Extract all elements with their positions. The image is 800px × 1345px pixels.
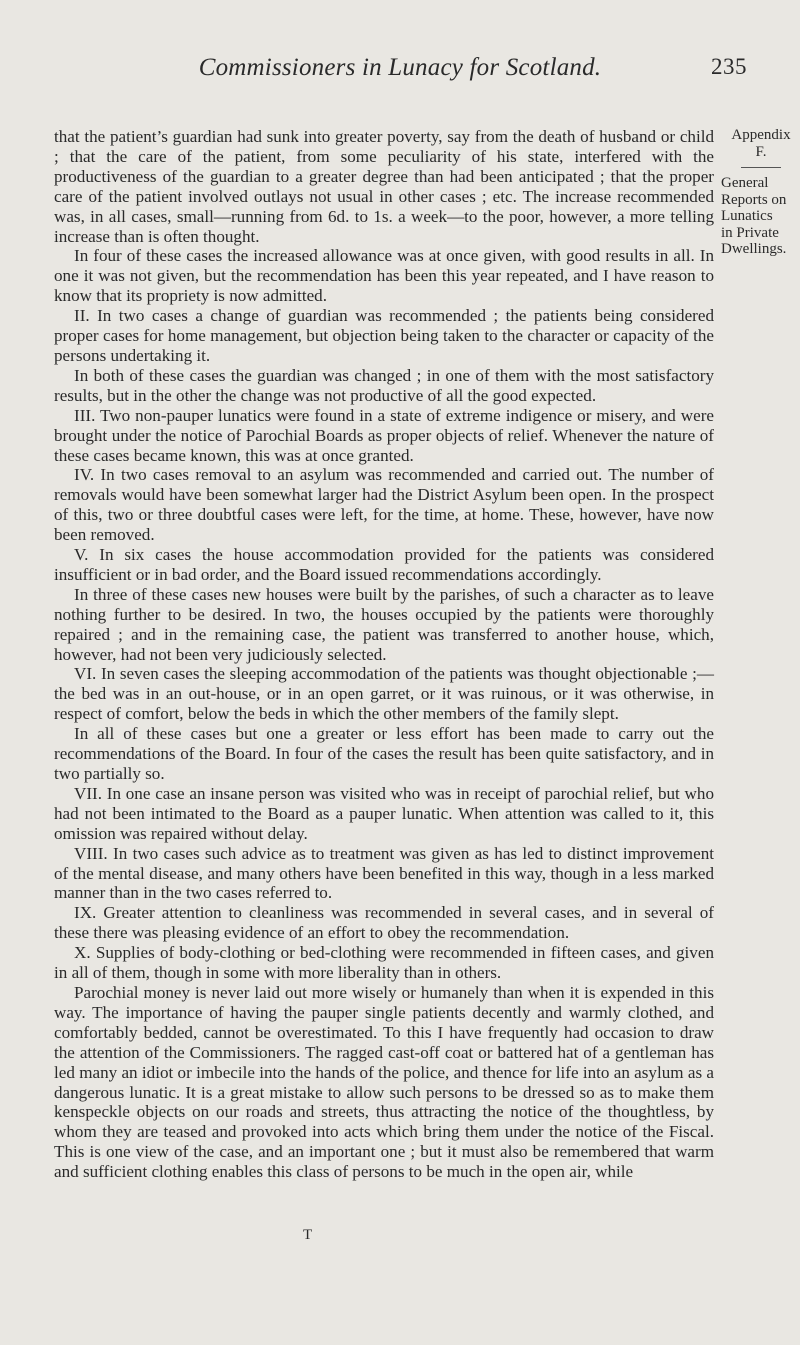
margin-divider [741,167,781,168]
appendix-letter: F. [755,143,767,160]
body-text [54,127,714,1182]
paragraph: II. In two cases a change of guardian was recommended ; the patients being considered proper cases for home management, but objection being taken to the character or capacity of the persons undertaking it. [54,306,714,365]
page-number: 235 [711,54,747,79]
paragraph: X. Supplies of body-clothing or bed-clothing were recommended in fifteen cases, and given in all of them, though in some with more liberality than in others. [54,943,714,983]
appendix-label: Appendix [731,127,791,143]
margin-note-line: General [721,175,769,191]
paragraph: VII. In one case an insane person was visited who was in receipt of parochial relief, but who had not been intimated to the Board as a pauper lunatic. When attention was called to it, this omission was repaired without delay. [54,783,714,843]
paragraph: Parochial money is never laid out more wisely or humanely than when it is expended in this way. The importance of having the pauper single patients decently and warmly clothed, and comfortably bedded, cannot be overestimated. To this I have frequently had occasion to draw the attention of the Commissioners. The ragged cast-off coat or battered hat of a gentleman has led many an idiot or imbecile into the hands of the police, and thence for life into an asylum as a dangerous lunatic. It is a great mistake to allow such persons to be dressed so as to make them kenspeckle objects on our roads and streets, thus attracting the notice of the thoughtless, by whom they are teased and provoked into acts which bring them under the notice of the Fiscal. This is one view of the case, and an important one ; but it must also be remembered that warm and sufficient clothing enables this class of persons to be much in the open air, while [54,982,714,1182]
paragraph: In four of these cases the increased allowance was at once given, with good results in all. In one it was not given, but the recommendation has been this year repeated, and I have reason to know that its propriety is now admitted. [54,246,714,306]
paragraph: In all of these cases but one a greater or less effort has been made to carry out the recommendations of the Board. In four of the cases the result has been quite satisfactory, and in two partially so. [54,724,714,783]
paragraph: V. In six cases the house accommodation provided for the patients was considered insufficient or in bad order, and the Board issued recommendations accordingly. [54,545,714,584]
paragraph: VIII. In two cases such advice as to treatment was given as has led to distinct improvement of the mental disease, and many others have been benefited in this way, though in a less marked manner than in the two cases referred to. [54,843,714,903]
paragraph: IX. Greater attention to cleanliness was recommended in several cases, and in several of these there was pleasing evidence of an effort to obey the recommendation. [54,903,714,943]
margin-note [721,127,800,258]
paragraph: III. Two non-pauper lunatics were found in a state of extreme indigence or misery, and were brought under the notice of Parochial Boards as proper objects of relief. Whenever the nature of these cases became known, this was at once granted. [54,405,714,465]
margin-note-line: Dwellings. [721,241,787,257]
running-header-title: Commissioners in Lunacy for Scotland. [198,54,602,81]
signature-mark: T [303,1227,313,1243]
paragraph: In three of these cases new houses were built by the parishes, of such a character as to leave nothing further to be desired. In two, the houses occupied by the patients were thoroughly repaired ; and in the remaining case, the patient was transferred to another house, which, however, had not been very judiciously selected. [54,584,714,664]
margin-note-line: in Private [721,224,779,241]
paragraph: that the patient’s guardian had sunk into greater poverty, say from the death of husband or child ; that the care of the patient, from some peculiarity of his state, interfered with the productiveness of the guardian to a greater degree than had been anticipated ; that the proper care of the patient involved outlays not usual in other cases ; etc. The increase recommended was, in all cases, small—running from 6d. to 1s. a week—to the poor, however, a more telling increase than is often thought. [54,127,714,246]
paragraph: VI. In seven cases the sleeping accommodation of the patients was thought objectionable ;—the bed was in an out-house, or in an open garret, or it was ruinous, or it was otherwise, in respect of comfort, below the beds in which the other members of the family slept. [54,664,714,724]
margin-note-text [721,175,800,258]
margin-note-line: Lunatics [721,208,773,224]
paragraph: IV. In two cases removal to an asylum was recommended and carried out. The number of removals would have been somewhat larger had the District Asylum been open. In the prospect of this, two or three doubtful cases were left, for the time, at home. These, however, have now been removed. [54,465,714,545]
margin-note-line: Reports on [721,191,787,208]
paragraph: In both of these cases the guardian was changed ; in one of them with the most satisfactory results, but in the other the change was not productive of all the good expected. [54,365,714,405]
